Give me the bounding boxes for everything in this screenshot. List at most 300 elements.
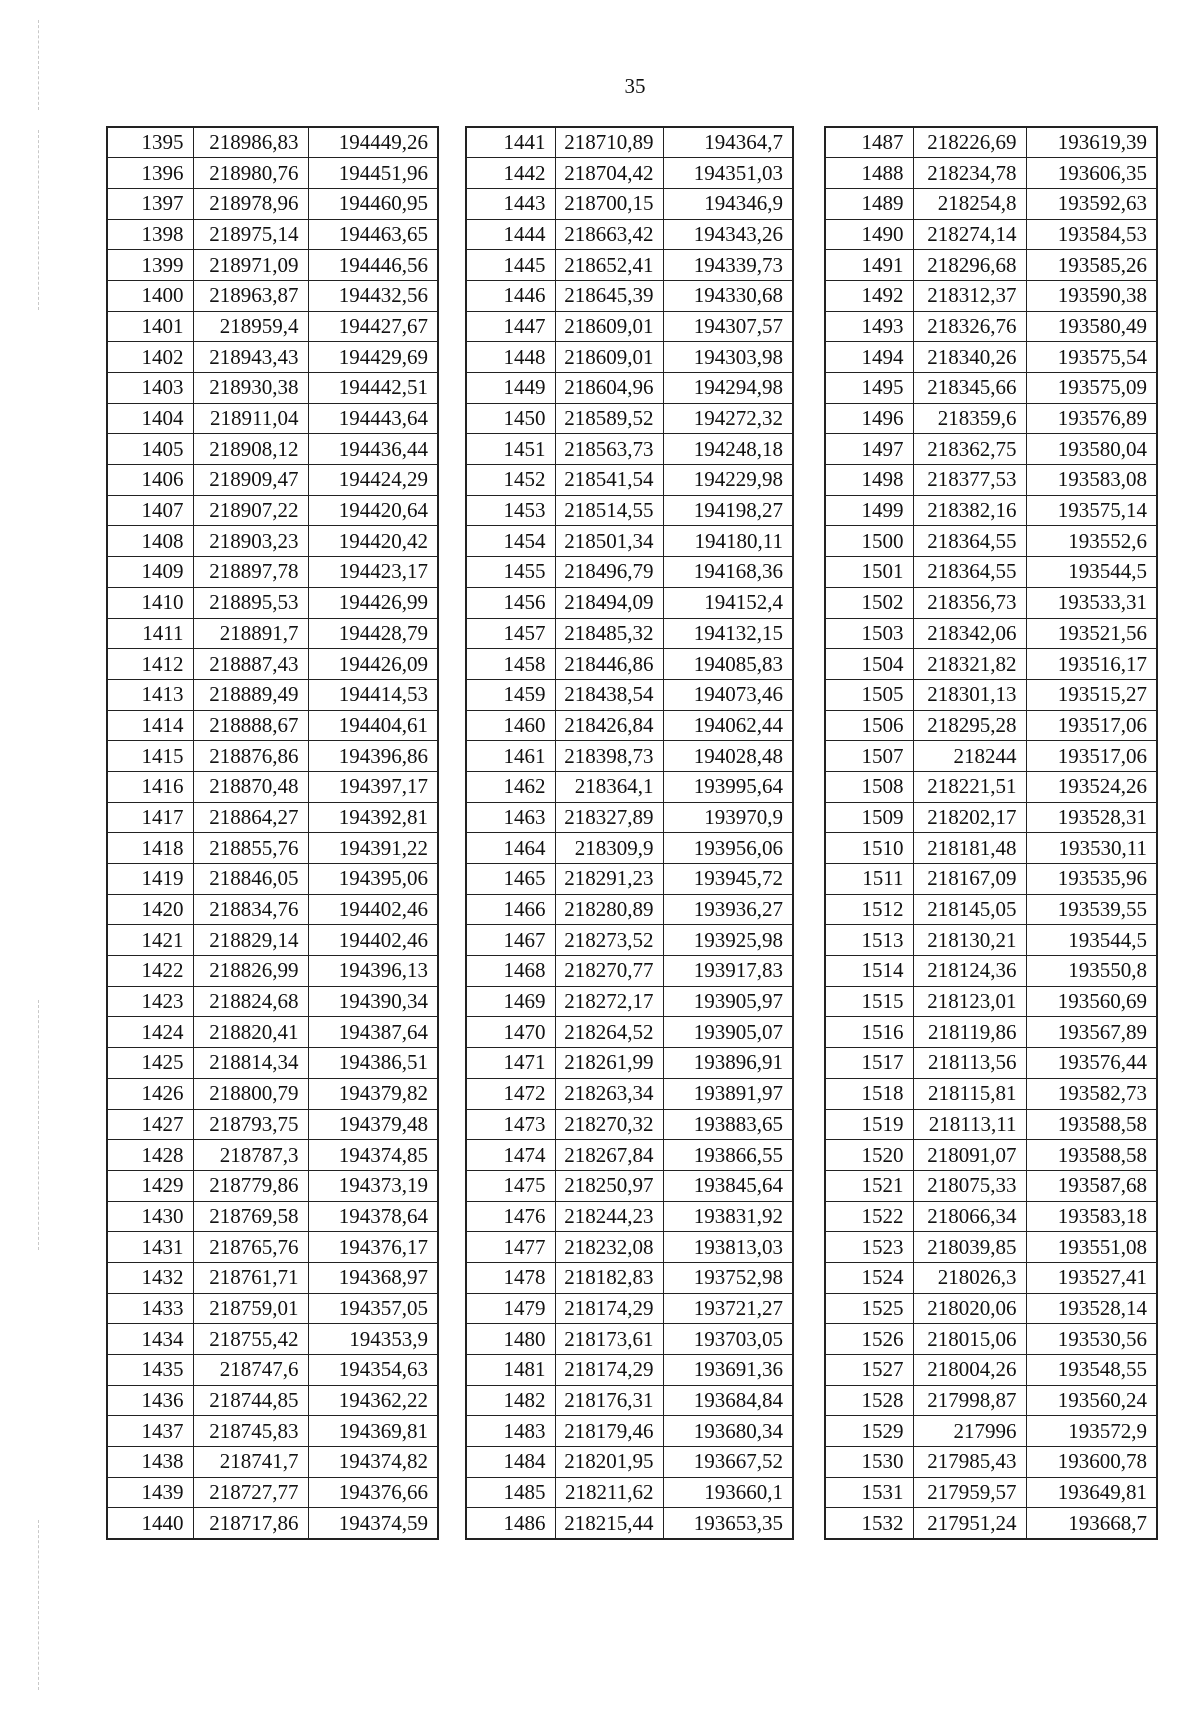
- y-coordinate-cell: 194443,64: [308, 403, 438, 434]
- x-coordinate-cell: 218295,28: [913, 710, 1026, 741]
- point-number-cell: 1532: [825, 1508, 913, 1539]
- table-row: [466, 1508, 793, 1539]
- x-coordinate-cell: 218263,34: [555, 1078, 663, 1109]
- table-row: [825, 526, 1157, 557]
- y-coordinate-cell: 194339,73: [663, 250, 793, 281]
- y-coordinate-cell: 193516,17: [1026, 649, 1157, 680]
- table-row: [466, 188, 793, 219]
- point-number-cell: 1514: [825, 956, 913, 987]
- table-row: [107, 465, 438, 496]
- x-coordinate-cell: 218312,37: [913, 280, 1026, 311]
- y-coordinate-cell: 193548,55: [1026, 1355, 1157, 1386]
- y-coordinate-cell: 193721,27: [663, 1293, 793, 1324]
- y-coordinate-cell: 194432,56: [308, 280, 438, 311]
- table-row: [107, 741, 438, 772]
- y-coordinate-cell: 193582,73: [1026, 1078, 1157, 1109]
- table-row: [825, 465, 1157, 496]
- table-row: [107, 280, 438, 311]
- y-coordinate-cell: 194152,4: [663, 587, 793, 618]
- point-number-cell: 1414: [107, 710, 193, 741]
- point-number-cell: 1444: [466, 219, 555, 250]
- table-row: [466, 1140, 793, 1171]
- table-row: [107, 1385, 438, 1416]
- table-row: [466, 1416, 793, 1447]
- table-row: [466, 219, 793, 250]
- point-number-cell: 1481: [466, 1355, 555, 1386]
- table-row: [107, 342, 438, 373]
- y-coordinate-cell: 193970,9: [663, 802, 793, 833]
- point-number-cell: 1480: [466, 1324, 555, 1355]
- table-row: [107, 925, 438, 956]
- x-coordinate-cell: 218496,79: [555, 557, 663, 588]
- point-number-cell: 1425: [107, 1048, 193, 1079]
- y-coordinate-cell: 193560,24: [1026, 1385, 1157, 1416]
- x-coordinate-cell: 218975,14: [193, 219, 308, 250]
- x-coordinate-cell: 218779,86: [193, 1170, 308, 1201]
- x-coordinate-cell: 218541,54: [555, 465, 663, 496]
- x-coordinate-cell: 218744,85: [193, 1385, 308, 1416]
- point-number-cell: 1458: [466, 649, 555, 680]
- y-coordinate-cell: 194402,46: [308, 894, 438, 925]
- x-coordinate-cell: 218446,86: [555, 649, 663, 680]
- y-coordinate-cell: 193896,91: [663, 1048, 793, 1079]
- table-row: [825, 1355, 1157, 1386]
- y-coordinate-cell: 193917,83: [663, 956, 793, 987]
- table-row: [466, 1447, 793, 1478]
- x-coordinate-cell: 218115,81: [913, 1078, 1026, 1109]
- x-coordinate-cell: 218846,05: [193, 864, 308, 895]
- table-row: [825, 1078, 1157, 1109]
- y-coordinate-cell: 194449,26: [308, 127, 438, 158]
- x-coordinate-cell: 218342,06: [913, 618, 1026, 649]
- x-coordinate-cell: 218814,34: [193, 1048, 308, 1079]
- point-number-cell: 1505: [825, 679, 913, 710]
- x-coordinate-cell: 218438,54: [555, 679, 663, 710]
- y-coordinate-cell: 194374,85: [308, 1140, 438, 1171]
- point-number-cell: 1517: [825, 1048, 913, 1079]
- x-coordinate-cell: 218745,83: [193, 1416, 308, 1447]
- point-number-cell: 1511: [825, 864, 913, 895]
- point-number-cell: 1402: [107, 342, 193, 373]
- point-number-cell: 1519: [825, 1109, 913, 1140]
- x-coordinate-cell: 218359,6: [913, 403, 1026, 434]
- point-number-cell: 1405: [107, 434, 193, 465]
- x-coordinate-cell: 218911,04: [193, 403, 308, 434]
- x-coordinate-cell: 218362,75: [913, 434, 1026, 465]
- scan-margin-line: [38, 1000, 39, 1250]
- x-coordinate-cell: 218273,52: [555, 925, 663, 956]
- table-row: [466, 158, 793, 189]
- y-coordinate-cell: 193572,9: [1026, 1416, 1157, 1447]
- table-row: [825, 1293, 1157, 1324]
- x-coordinate-cell: 218426,84: [555, 710, 663, 741]
- x-coordinate-cell: 218870,48: [193, 771, 308, 802]
- y-coordinate-cell: 194427,67: [308, 311, 438, 342]
- y-coordinate-cell: 194376,17: [308, 1232, 438, 1263]
- table-row: [107, 373, 438, 404]
- y-coordinate-cell: 193576,44: [1026, 1048, 1157, 1079]
- y-coordinate-cell: 193619,39: [1026, 127, 1157, 158]
- point-number-cell: 1510: [825, 833, 913, 864]
- x-coordinate-cell: 218261,99: [555, 1048, 663, 1079]
- y-coordinate-cell: 193653,35: [663, 1508, 793, 1539]
- x-coordinate-cell: 218787,3: [193, 1140, 308, 1171]
- x-coordinate-cell: 218015,06: [913, 1324, 1026, 1355]
- point-number-cell: 1470: [466, 1017, 555, 1048]
- y-coordinate-cell: 193585,26: [1026, 250, 1157, 281]
- point-number-cell: 1522: [825, 1201, 913, 1232]
- table-row: [825, 1109, 1157, 1140]
- x-coordinate-cell: 218887,43: [193, 649, 308, 680]
- x-coordinate-cell: 218700,15: [555, 188, 663, 219]
- y-coordinate-cell: 193592,63: [1026, 188, 1157, 219]
- point-number-cell: 1478: [466, 1262, 555, 1293]
- x-coordinate-cell: 218589,52: [555, 403, 663, 434]
- x-coordinate-cell: 218747,6: [193, 1355, 308, 1386]
- x-coordinate-cell: 218274,14: [913, 219, 1026, 250]
- y-coordinate-cell: 194396,86: [308, 741, 438, 772]
- point-number-cell: 1451: [466, 434, 555, 465]
- y-coordinate-cell: 194446,56: [308, 250, 438, 281]
- table-row: [466, 557, 793, 588]
- coordinates-table-1: [106, 126, 439, 1540]
- x-coordinate-cell: 217996: [913, 1416, 1026, 1447]
- x-coordinate-cell: 218704,42: [555, 158, 663, 189]
- table-row: [107, 771, 438, 802]
- point-number-cell: 1457: [466, 618, 555, 649]
- point-number-cell: 1504: [825, 649, 913, 680]
- x-coordinate-cell: 218604,96: [555, 373, 663, 404]
- x-coordinate-cell: 218959,4: [193, 311, 308, 342]
- table-row: [466, 741, 793, 772]
- x-coordinate-cell: 218215,44: [555, 1508, 663, 1539]
- x-coordinate-cell: 218226,69: [913, 127, 1026, 158]
- y-coordinate-cell: 194442,51: [308, 373, 438, 404]
- point-number-cell: 1509: [825, 802, 913, 833]
- point-number-cell: 1485: [466, 1477, 555, 1508]
- point-number-cell: 1436: [107, 1385, 193, 1416]
- table-row: [825, 188, 1157, 219]
- scan-margin-line: [38, 130, 39, 310]
- x-coordinate-cell: 218377,53: [913, 465, 1026, 496]
- point-number-cell: 1473: [466, 1109, 555, 1140]
- table-row: [825, 864, 1157, 895]
- table-row: [107, 986, 438, 1017]
- x-coordinate-cell: 218145,05: [913, 894, 1026, 925]
- y-coordinate-cell: 194132,15: [663, 618, 793, 649]
- y-coordinate-cell: 193845,64: [663, 1170, 793, 1201]
- x-coordinate-cell: 218876,86: [193, 741, 308, 772]
- point-number-cell: 1406: [107, 465, 193, 496]
- x-coordinate-cell: 218123,01: [913, 986, 1026, 1017]
- x-coordinate-cell: 218829,14: [193, 925, 308, 956]
- y-coordinate-cell: 193544,5: [1026, 925, 1157, 956]
- y-coordinate-cell: 193752,98: [663, 1262, 793, 1293]
- x-coordinate-cell: 218514,55: [555, 495, 663, 526]
- table-row: [825, 833, 1157, 864]
- point-number-cell: 1475: [466, 1170, 555, 1201]
- x-coordinate-cell: 218066,34: [913, 1201, 1026, 1232]
- x-coordinate-cell: 218244,23: [555, 1201, 663, 1232]
- y-coordinate-cell: 194386,51: [308, 1048, 438, 1079]
- point-number-cell: 1529: [825, 1416, 913, 1447]
- point-number-cell: 1487: [825, 127, 913, 158]
- y-coordinate-cell: 193590,38: [1026, 280, 1157, 311]
- point-number-cell: 1456: [466, 587, 555, 618]
- table-row: [107, 526, 438, 557]
- x-coordinate-cell: 218267,84: [555, 1140, 663, 1171]
- point-number-cell: 1499: [825, 495, 913, 526]
- y-coordinate-cell: 194369,81: [308, 1416, 438, 1447]
- table-row: [466, 1017, 793, 1048]
- x-coordinate-cell: 218326,76: [913, 311, 1026, 342]
- table-row: [107, 311, 438, 342]
- point-number-cell: 1410: [107, 587, 193, 618]
- point-number-cell: 1429: [107, 1170, 193, 1201]
- y-coordinate-cell: 194085,83: [663, 649, 793, 680]
- point-number-cell: 1496: [825, 403, 913, 434]
- y-coordinate-cell: 194391,22: [308, 833, 438, 864]
- table-row: [466, 986, 793, 1017]
- x-coordinate-cell: 218485,32: [555, 618, 663, 649]
- table-row: [825, 649, 1157, 680]
- point-number-cell: 1416: [107, 771, 193, 802]
- x-coordinate-cell: 218176,31: [555, 1385, 663, 1416]
- table-row: [466, 342, 793, 373]
- point-number-cell: 1426: [107, 1078, 193, 1109]
- x-coordinate-cell: 218113,11: [913, 1109, 1026, 1140]
- y-coordinate-cell: 194460,95: [308, 188, 438, 219]
- point-number-cell: 1447: [466, 311, 555, 342]
- y-coordinate-cell: 193580,49: [1026, 311, 1157, 342]
- y-coordinate-cell: 193567,89: [1026, 1017, 1157, 1048]
- y-coordinate-cell: 194346,9: [663, 188, 793, 219]
- table-row: [107, 618, 438, 649]
- y-coordinate-cell: 193530,11: [1026, 833, 1157, 864]
- x-coordinate-cell: 218244: [913, 741, 1026, 772]
- point-number-cell: 1427: [107, 1109, 193, 1140]
- y-coordinate-cell: 194062,44: [663, 710, 793, 741]
- point-number-cell: 1461: [466, 741, 555, 772]
- y-coordinate-cell: 194423,17: [308, 557, 438, 588]
- table-row: [107, 127, 438, 158]
- y-coordinate-cell: 194374,59: [308, 1508, 438, 1539]
- table-row: [825, 373, 1157, 404]
- y-coordinate-cell: 194303,98: [663, 342, 793, 373]
- y-coordinate-cell: 194294,98: [663, 373, 793, 404]
- table-row: [825, 219, 1157, 250]
- y-coordinate-cell: 193945,72: [663, 864, 793, 895]
- y-coordinate-cell: 194426,09: [308, 649, 438, 680]
- y-coordinate-cell: 193524,26: [1026, 771, 1157, 802]
- x-coordinate-cell: 218119,86: [913, 1017, 1026, 1048]
- y-coordinate-cell: 194307,57: [663, 311, 793, 342]
- x-coordinate-cell: 218563,73: [555, 434, 663, 465]
- point-number-cell: 1431: [107, 1232, 193, 1263]
- point-number-cell: 1404: [107, 403, 193, 434]
- x-coordinate-cell: 218321,82: [913, 649, 1026, 680]
- table-row: [825, 250, 1157, 281]
- x-coordinate-cell: 217985,43: [913, 1447, 1026, 1478]
- point-number-cell: 1500: [825, 526, 913, 557]
- point-number-cell: 1395: [107, 127, 193, 158]
- point-number-cell: 1448: [466, 342, 555, 373]
- y-coordinate-cell: 193515,27: [1026, 679, 1157, 710]
- x-coordinate-cell: 218270,32: [555, 1109, 663, 1140]
- table-row: [825, 679, 1157, 710]
- table-row: [825, 618, 1157, 649]
- point-number-cell: 1433: [107, 1293, 193, 1324]
- table-row: [107, 158, 438, 189]
- table-row: [107, 1232, 438, 1263]
- y-coordinate-cell: 193606,35: [1026, 158, 1157, 189]
- x-coordinate-cell: 218824,68: [193, 986, 308, 1017]
- x-coordinate-cell: 218254,8: [913, 188, 1026, 219]
- point-number-cell: 1512: [825, 894, 913, 925]
- table-row: [466, 649, 793, 680]
- point-number-cell: 1443: [466, 188, 555, 219]
- table-row: [466, 280, 793, 311]
- y-coordinate-cell: 193600,78: [1026, 1447, 1157, 1478]
- y-coordinate-cell: 193530,56: [1026, 1324, 1157, 1355]
- x-coordinate-cell: 218113,56: [913, 1048, 1026, 1079]
- y-coordinate-cell: 193533,31: [1026, 587, 1157, 618]
- y-coordinate-cell: 194428,79: [308, 618, 438, 649]
- point-number-cell: 1408: [107, 526, 193, 557]
- point-number-cell: 1518: [825, 1078, 913, 1109]
- table-row: [107, 1078, 438, 1109]
- y-coordinate-cell: 194379,82: [308, 1078, 438, 1109]
- point-number-cell: 1422: [107, 956, 193, 987]
- x-coordinate-cell: 218943,43: [193, 342, 308, 373]
- x-coordinate-cell: 218272,17: [555, 986, 663, 1017]
- x-coordinate-cell: 218652,41: [555, 250, 663, 281]
- y-coordinate-cell: 194229,98: [663, 465, 793, 496]
- point-number-cell: 1460: [466, 710, 555, 741]
- table-row: [107, 1262, 438, 1293]
- coordinates-table-3: [824, 126, 1158, 1540]
- y-coordinate-cell: 194362,22: [308, 1385, 438, 1416]
- point-number-cell: 1417: [107, 802, 193, 833]
- y-coordinate-cell: 193667,52: [663, 1447, 793, 1478]
- y-coordinate-cell: 193575,54: [1026, 342, 1157, 373]
- y-coordinate-cell: 194248,18: [663, 434, 793, 465]
- x-coordinate-cell: 217951,24: [913, 1508, 1026, 1539]
- table-row: [466, 1078, 793, 1109]
- point-number-cell: 1428: [107, 1140, 193, 1171]
- point-number-cell: 1434: [107, 1324, 193, 1355]
- x-coordinate-cell: 218075,33: [913, 1170, 1026, 1201]
- y-coordinate-cell: 194414,53: [308, 679, 438, 710]
- table-row: [466, 1109, 793, 1140]
- table-row: [107, 1017, 438, 1048]
- point-number-cell: 1513: [825, 925, 913, 956]
- table-row: [825, 986, 1157, 1017]
- x-coordinate-cell: 218888,67: [193, 710, 308, 741]
- table-row: [466, 956, 793, 987]
- point-number-cell: 1530: [825, 1447, 913, 1478]
- y-coordinate-cell: 194330,68: [663, 280, 793, 311]
- y-coordinate-cell: 194390,34: [308, 986, 438, 1017]
- x-coordinate-cell: 218864,27: [193, 802, 308, 833]
- table-row: [825, 280, 1157, 311]
- y-coordinate-cell: 194180,11: [663, 526, 793, 557]
- point-number-cell: 1407: [107, 495, 193, 526]
- point-number-cell: 1495: [825, 373, 913, 404]
- x-coordinate-cell: 218232,08: [555, 1232, 663, 1263]
- table-row: [825, 956, 1157, 987]
- x-coordinate-cell: 218382,16: [913, 495, 1026, 526]
- x-coordinate-cell: 218179,46: [555, 1416, 663, 1447]
- y-coordinate-cell: 193552,6: [1026, 526, 1157, 557]
- table-row: [825, 1324, 1157, 1355]
- y-coordinate-cell: 194374,82: [308, 1447, 438, 1478]
- table-row: [107, 1355, 438, 1386]
- x-coordinate-cell: 218201,95: [555, 1447, 663, 1478]
- table-row: [466, 1477, 793, 1508]
- y-coordinate-cell: 193539,55: [1026, 894, 1157, 925]
- point-number-cell: 1486: [466, 1508, 555, 1539]
- table-row: [107, 1109, 438, 1140]
- x-coordinate-cell: 218301,13: [913, 679, 1026, 710]
- table-row: [466, 311, 793, 342]
- table-row: [466, 1355, 793, 1386]
- table-row: [107, 219, 438, 250]
- point-number-cell: 1441: [466, 127, 555, 158]
- table-row: [107, 434, 438, 465]
- x-coordinate-cell: 218327,89: [555, 802, 663, 833]
- y-coordinate-cell: 193680,34: [663, 1416, 793, 1447]
- table-row: [107, 1508, 438, 1539]
- x-coordinate-cell: 218645,39: [555, 280, 663, 311]
- point-number-cell: 1493: [825, 311, 913, 342]
- x-coordinate-cell: 218889,49: [193, 679, 308, 710]
- x-coordinate-cell: 218663,42: [555, 219, 663, 250]
- table-row: [825, 771, 1157, 802]
- point-number-cell: 1498: [825, 465, 913, 496]
- y-coordinate-cell: 194368,97: [308, 1262, 438, 1293]
- table-row: [825, 894, 1157, 925]
- point-number-cell: 1477: [466, 1232, 555, 1263]
- y-coordinate-cell: 193995,64: [663, 771, 793, 802]
- table-row: [825, 1508, 1157, 1539]
- point-number-cell: 1398: [107, 219, 193, 250]
- point-number-cell: 1521: [825, 1170, 913, 1201]
- y-coordinate-cell: 193905,97: [663, 986, 793, 1017]
- table-row: [466, 1201, 793, 1232]
- point-number-cell: 1449: [466, 373, 555, 404]
- y-coordinate-cell: 193587,68: [1026, 1170, 1157, 1201]
- table-row: [466, 1048, 793, 1079]
- table-row: [466, 1385, 793, 1416]
- x-coordinate-cell: 218364,55: [913, 557, 1026, 588]
- table-row: [107, 250, 438, 281]
- x-coordinate-cell: 218020,06: [913, 1293, 1026, 1324]
- y-coordinate-cell: 194420,64: [308, 495, 438, 526]
- x-coordinate-cell: 218986,83: [193, 127, 308, 158]
- point-number-cell: 1437: [107, 1416, 193, 1447]
- point-number-cell: 1531: [825, 1477, 913, 1508]
- table-row: [825, 1416, 1157, 1447]
- y-coordinate-cell: 193583,08: [1026, 465, 1157, 496]
- table-row: [825, 1232, 1157, 1263]
- point-number-cell: 1515: [825, 986, 913, 1017]
- table-row: [466, 925, 793, 956]
- x-coordinate-cell: 218727,77: [193, 1477, 308, 1508]
- x-coordinate-cell: 218211,62: [555, 1477, 663, 1508]
- x-coordinate-cell: 218855,76: [193, 833, 308, 864]
- x-coordinate-cell: 218091,07: [913, 1140, 1026, 1171]
